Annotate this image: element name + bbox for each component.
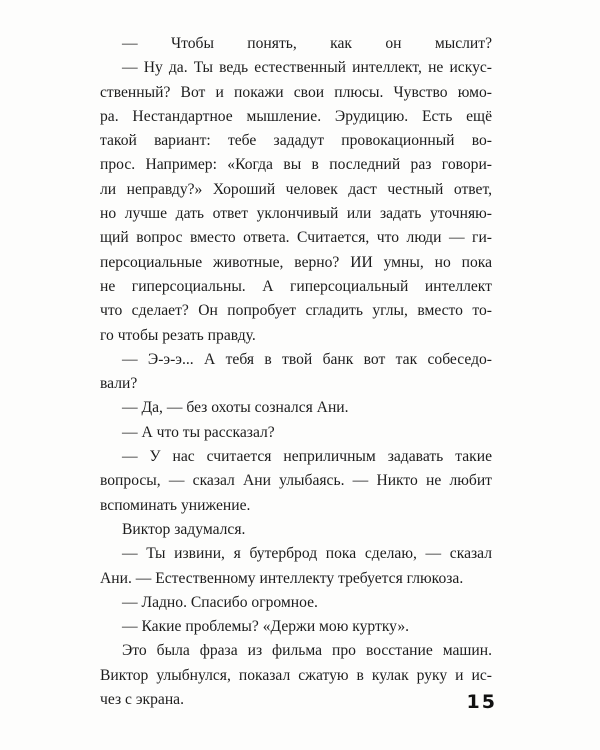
text-line: чез с экрана. — [100, 691, 184, 709]
text-line: — Чтобы понять, как он мыслит? — [122, 35, 492, 52]
text-line: не гиперсоциальны. А гиперсоциальный интеллект — [100, 277, 492, 295]
text-line: Виктор улыбнулся, показал сжатую в кулак руку и ис- — [100, 666, 492, 684]
page-number: 15 — [466, 691, 497, 713]
text-line: вопросы, — сказал Ани улыбаясь. — Никто не любит — [100, 472, 492, 490]
text-line: — Ладно. Спасибо огромное. — [122, 593, 318, 611]
text-line: Виктор задумался. — [122, 520, 246, 538]
text-line: Ани. — Естественному интеллекту требуется глюкоза. — [100, 569, 464, 587]
text-line: — Какие проблемы? «Держи мою куртку». — [122, 618, 410, 636]
text-line: прос. Например: «Когда вы в последний раз говори- — [100, 156, 492, 174]
text-line: такой вариант: тебе зададут провокационный во- — [100, 132, 492, 150]
text-line: персоциальные животные, верно? ИИ умны, но пока — [100, 253, 492, 271]
text-line: ственный? Вот и покажи свои плюсы. Чувство юмо- — [100, 83, 492, 101]
text-line: Это была фраза из фильма про восстание машин. — [122, 642, 492, 660]
text-line: вали? — [100, 375, 138, 393]
text-line: щий вопрос вместо ответа. Считается, что люди — ги- — [100, 229, 492, 247]
text-line: — Ты извини, я бутерброд пока сделаю, — сказал — [122, 545, 492, 563]
body-text — [100, 32, 492, 712]
text-line: но лучше дать ответ уклончивый или задать уточняю- — [100, 205, 492, 223]
text-line: — У нас считается неприличным задавать такие — [122, 448, 492, 466]
text-line: ра. Нестандартное мышление. Эрудицию. Есть ещё — [100, 107, 492, 125]
text-line: — Ну да. Ты ведь естественный интеллект, не искус- — [122, 59, 492, 77]
text-line: го чтобы резать правду. — [100, 326, 256, 344]
text-line: — Э-э-э... А тебя в твой банк вот так собеседо- — [122, 350, 492, 368]
text-line: что сделает? Он попробует сгладить углы, вместо то- — [100, 302, 492, 320]
text-line: — А что ты рассказал? — [122, 423, 275, 441]
text-line: — Да, — без охоты сознался Ани. — [122, 399, 349, 417]
text-line: ли неправду?» Хороший человек даст честный ответ, — [100, 180, 492, 198]
text-line: вспоминать унижение. — [100, 496, 251, 514]
